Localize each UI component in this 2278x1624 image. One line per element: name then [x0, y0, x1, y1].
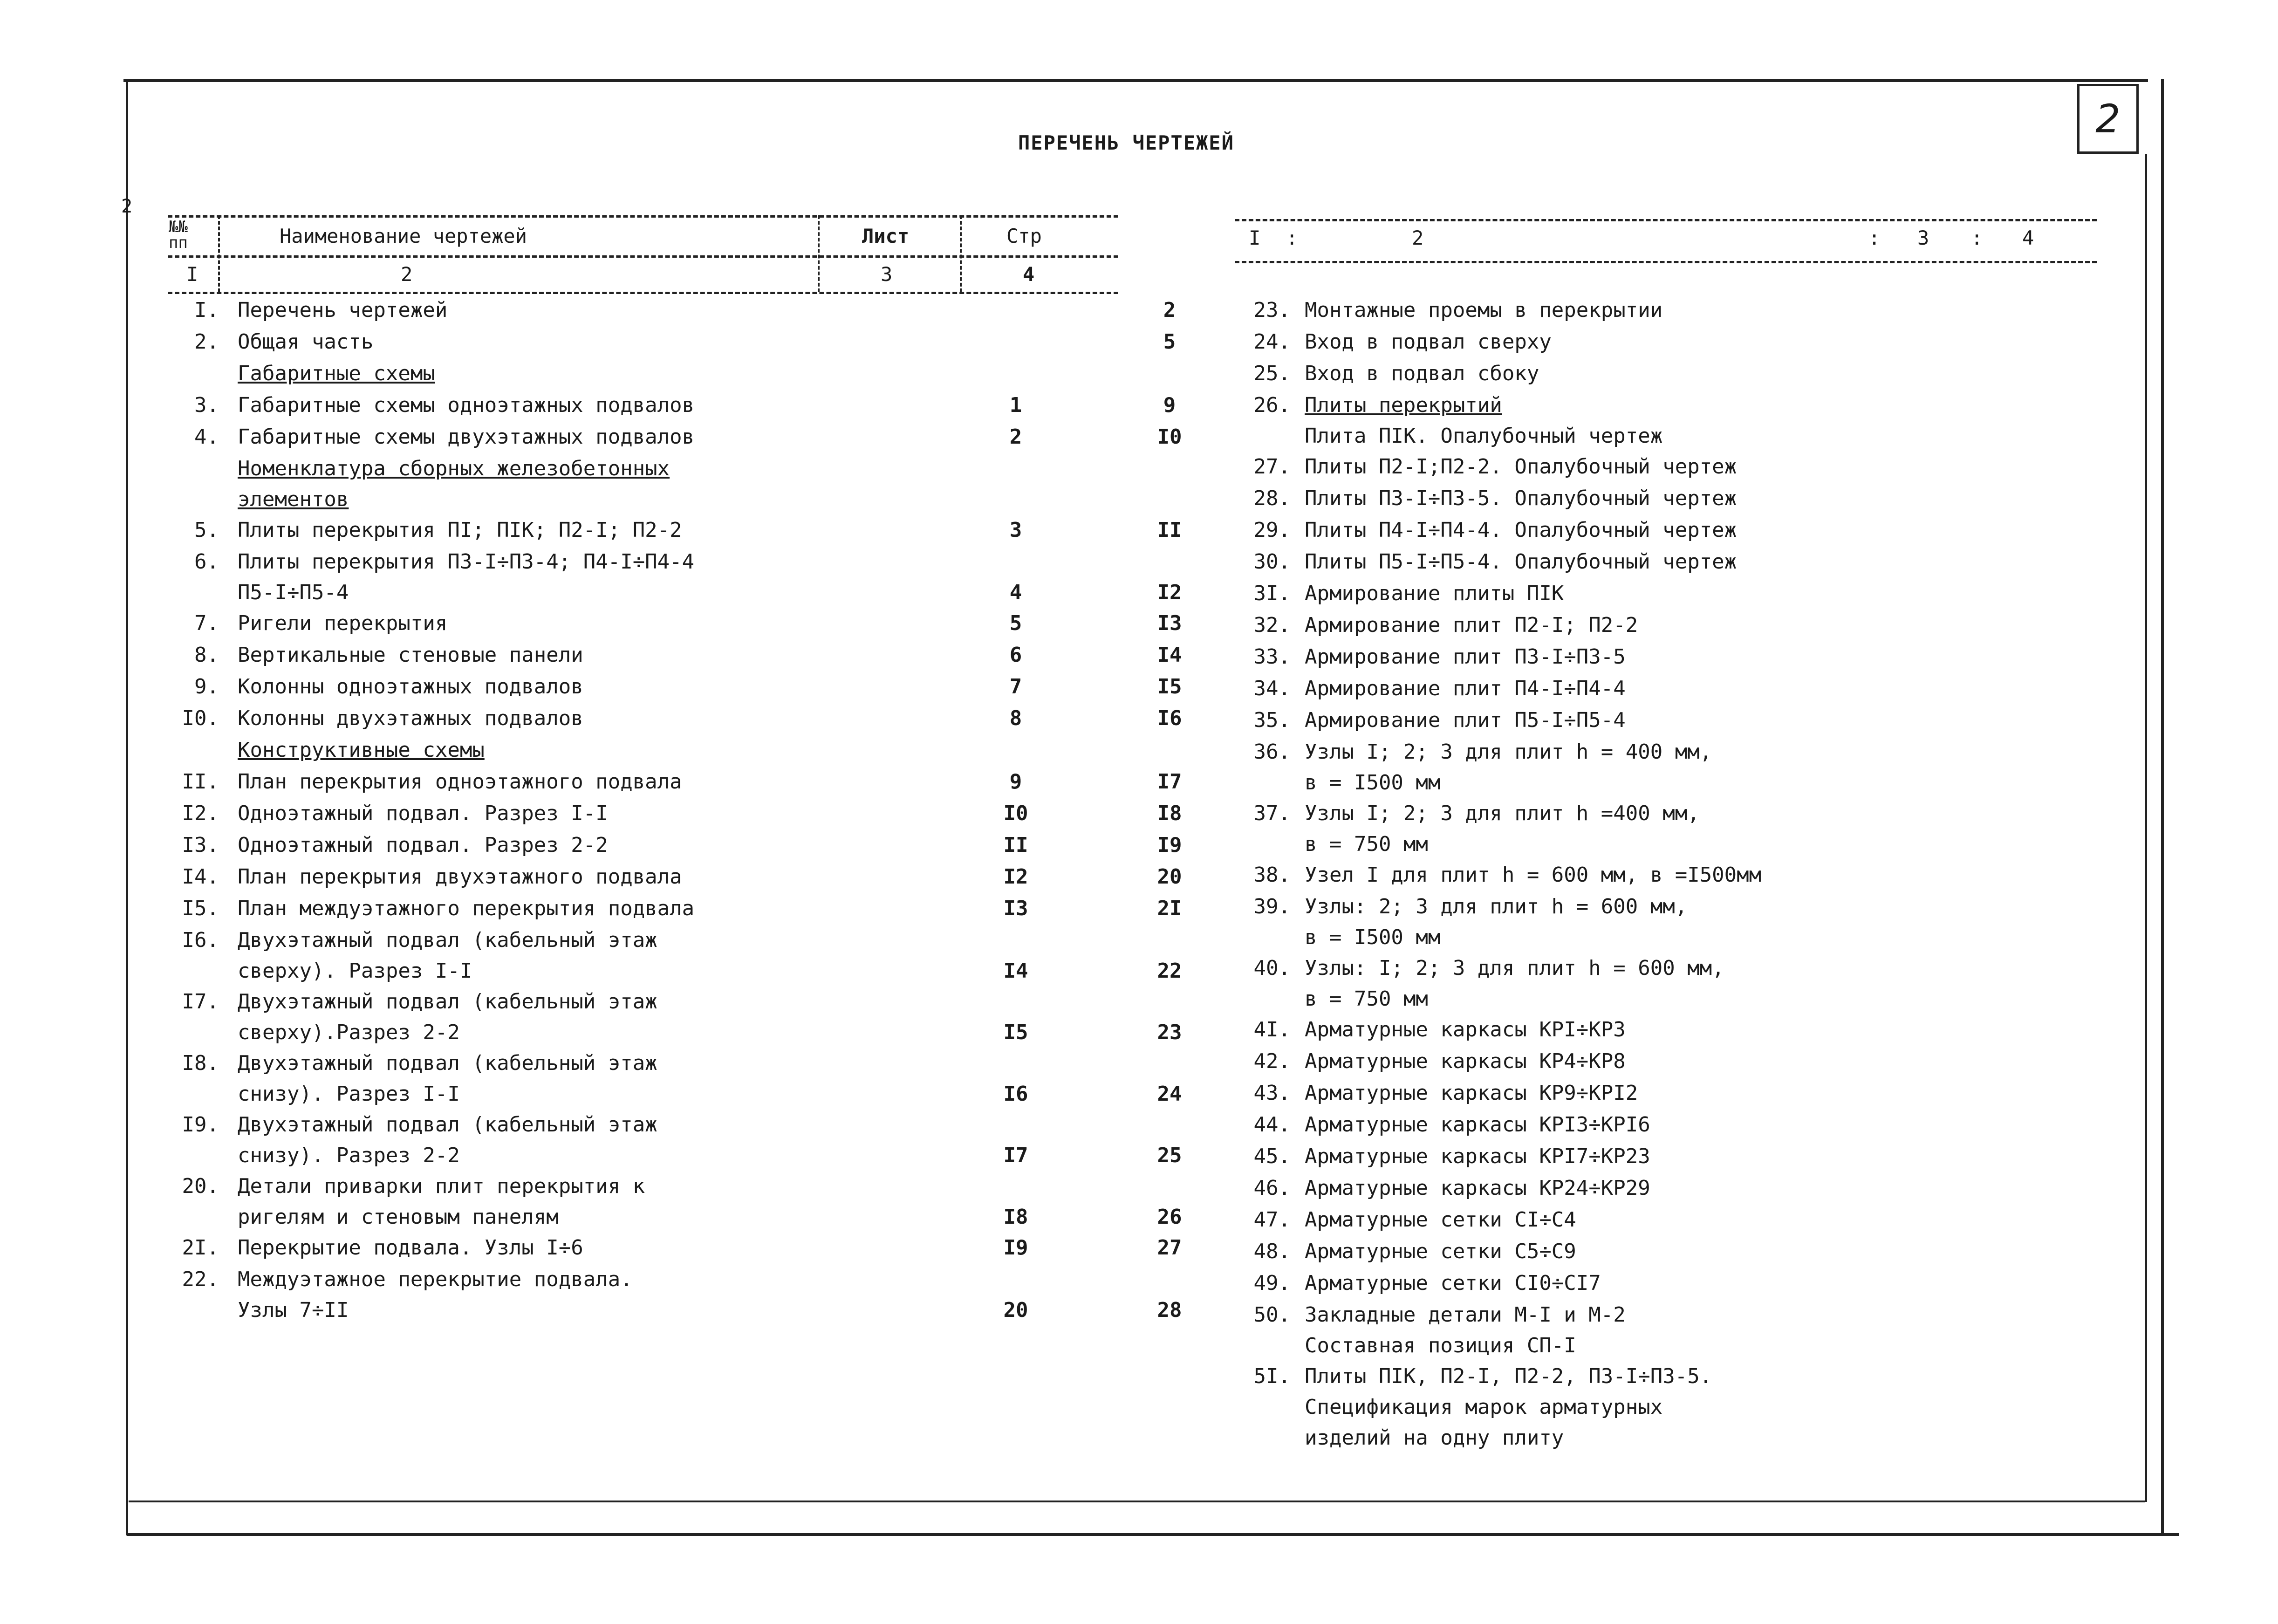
- table-row: [1211, 1144, 2097, 1176]
- table-row: [140, 518, 1182, 550]
- row-sheet: I9: [1003, 1236, 1028, 1260]
- page-number-box: [2077, 84, 2139, 154]
- row-name-line: Одноэтажный подвал. Разрез I-I: [238, 802, 608, 825]
- table-row: [140, 865, 1182, 897]
- row-number: I3.: [182, 833, 219, 857]
- row-page: 25: [1157, 1144, 1182, 1167]
- table-row: [1211, 677, 2097, 708]
- row-name-line: Перекрытие подвала. Узлы I÷6: [238, 1236, 583, 1260]
- row-name-line: Плиты перекрытия П3-I÷П3-4; П4-I÷П4-4: [238, 550, 695, 574]
- table-row: [1211, 330, 2097, 362]
- table-row: [140, 298, 1176, 330]
- row-name-line: Узлы 7÷II: [238, 1298, 349, 1322]
- right-header-top-rule: [1235, 219, 2097, 221]
- left-header-top-rule: [168, 215, 1118, 218]
- row-name-line: Спецификация марок арматурных: [1305, 1395, 1663, 1419]
- table-row: [1211, 613, 2097, 645]
- table-row: [140, 393, 1176, 425]
- row-number: 39.: [1253, 895, 1291, 918]
- row-name-line: Арматурные каркасы КРI3÷КРI6: [1305, 1113, 1650, 1137]
- left-col-name-header: Наименование чертежей: [280, 225, 527, 247]
- frame-inner-right-line: [2145, 154, 2147, 1502]
- table-row: [1211, 1364, 2097, 1457]
- right-col-page-index: 4: [2022, 226, 2034, 249]
- right-header-sep-2: :: [1868, 226, 1881, 249]
- row-name-line: Узлы I; 2; 3 для плит h = 400 мм,: [1305, 740, 1712, 764]
- table-row: [1211, 298, 2097, 330]
- table-row: [1211, 1176, 2097, 1208]
- table-row: [1211, 393, 2097, 455]
- row-number: I.: [194, 298, 219, 322]
- row-number: 43.: [1253, 1081, 1291, 1105]
- table-row: [1211, 1240, 2097, 1271]
- table-row: [140, 706, 1182, 738]
- row-number: 42.: [1253, 1049, 1291, 1073]
- table-row: [140, 457, 1118, 518]
- row-name-line: Одноэтажный подвал. Разрез 2-2: [238, 833, 608, 857]
- row-name-line: Междуэтажное перекрытие подвала.: [238, 1268, 633, 1291]
- row-number: 2I.: [182, 1236, 219, 1260]
- table-row: [1211, 1271, 2097, 1303]
- row-name-line: изделий на одну плиту: [1305, 1426, 1564, 1450]
- row-name-line: План перекрытия одноэтажного подвала: [238, 770, 682, 794]
- row-page: I9: [1157, 833, 1182, 857]
- row-page: 5: [1163, 330, 1176, 354]
- section-heading: элементов: [238, 487, 349, 511]
- frame-left-line: [126, 79, 128, 1535]
- row-number: 32.: [1253, 613, 1291, 637]
- row-number: 46.: [1253, 1176, 1291, 1200]
- row-number: 34.: [1253, 677, 1291, 700]
- row-name-line: Плита ПIК. Опалубочный чертеж: [1305, 424, 1663, 448]
- row-name-line: Армирование плит П5-I÷П5-4: [1305, 708, 1626, 732]
- table-row: [140, 738, 1118, 770]
- row-number: 35.: [1253, 708, 1291, 732]
- table-row: [140, 770, 1182, 802]
- row-number: I2.: [182, 802, 219, 825]
- table-row: [140, 550, 1182, 611]
- row-name-line: Узел I для плит h = 600 мм, в =I500мм: [1305, 863, 1762, 887]
- row-number: 3I.: [1253, 582, 1291, 605]
- row-number: 37.: [1253, 802, 1291, 825]
- row-number: 20.: [182, 1174, 219, 1198]
- row-page: 20: [1157, 865, 1182, 889]
- row-sheet: I7: [1003, 1144, 1028, 1167]
- table-row: [1211, 487, 2097, 518]
- frame-right-line: [2161, 79, 2164, 1535]
- row-sheet: I6: [1003, 1082, 1028, 1106]
- row-page: 2I: [1157, 897, 1182, 920]
- row-sheet: 2: [1009, 425, 1022, 449]
- row-name-line: Армирование плит П3-I÷П3-5: [1305, 645, 1626, 669]
- row-page: 24: [1157, 1082, 1182, 1106]
- row-sheet: 8: [1009, 706, 1022, 730]
- row-name-line: Плиты ПIК, П2-I, П2-2, П3-I÷П3-5.: [1305, 1364, 1712, 1388]
- section-heading: Габаритные схемы: [238, 362, 435, 385]
- frame-inner-bottom-line: [129, 1501, 2145, 1502]
- row-number: 29.: [1253, 518, 1291, 542]
- row-name-line: П5-I÷П5-4: [238, 581, 349, 604]
- row-number: 26.: [1253, 393, 1291, 417]
- row-page: I8: [1157, 802, 1182, 825]
- row-number: 50.: [1253, 1303, 1291, 1327]
- table-row: [1211, 895, 2097, 956]
- row-number: I9.: [182, 1113, 219, 1137]
- row-page: I7: [1157, 770, 1182, 794]
- row-name-line: Армирование плит П4-I÷П4-4: [1305, 677, 1626, 700]
- row-number: 4.: [194, 425, 219, 449]
- row-page: 26: [1157, 1205, 1182, 1229]
- row-name-line: в = 750 мм: [1305, 987, 1428, 1011]
- row-name-line: Двухэтажный подвал (кабельный этаж: [238, 1051, 657, 1075]
- row-sheet: 9: [1009, 770, 1022, 794]
- table-row: [1211, 802, 2097, 863]
- right-col-num-index: I: [1249, 226, 1261, 249]
- row-number: 5.: [194, 518, 219, 542]
- left-col-num-header: №№ пп: [169, 218, 188, 252]
- table-row: [1211, 1081, 2097, 1113]
- row-number: 27.: [1253, 455, 1291, 479]
- row-name-line: Плиты перекрытий: [1305, 393, 1502, 417]
- row-page: 23: [1157, 1021, 1182, 1044]
- table-row: [140, 990, 1182, 1051]
- table-row: [1211, 1303, 2097, 1364]
- row-number: I6.: [182, 928, 219, 952]
- row-name-line: в = I500 мм: [1305, 925, 1441, 949]
- row-page: I6: [1157, 706, 1182, 730]
- row-sheet: 4: [1009, 581, 1022, 604]
- right-header-sep-1: :: [1286, 226, 1298, 249]
- row-page: I0: [1157, 425, 1182, 449]
- page-title: ПЕРЕЧЕНЬ ЧЕРТЕЖЕЙ: [1018, 131, 1234, 154]
- row-page: 28: [1157, 1298, 1182, 1322]
- row-name-line: Арматурные каркасы КРI÷КР3: [1305, 1018, 1626, 1042]
- row-number: 45.: [1253, 1144, 1291, 1168]
- row-name-line: Ригели перекрытия: [238, 611, 448, 635]
- row-name-line: Плиты П4-I÷П4-4. Опалубочный чертеж: [1305, 518, 1737, 542]
- row-name-line: Вход в подвал сбоку: [1305, 362, 1539, 385]
- table-row: [140, 330, 1176, 362]
- row-name-line: План перекрытия двухэтажного подвала: [238, 865, 682, 889]
- table-row: [140, 802, 1182, 833]
- table-row: [140, 1051, 1182, 1113]
- table-row: [140, 362, 1118, 393]
- left-col-page-header: Стр: [1006, 225, 1042, 247]
- row-page: I3: [1157, 611, 1182, 635]
- row-name-line: Арматурные каркасы КР24÷КР29: [1305, 1176, 1650, 1200]
- row-number: 8.: [194, 643, 219, 667]
- row-name-line: Плиты П3-I÷П3-5. Опалубочный чертеж: [1305, 487, 1737, 510]
- frame-top-line: [123, 79, 2148, 82]
- row-number: I4.: [182, 865, 219, 889]
- row-name-line: Двухэтажный подвал (кабельный этаж: [238, 928, 657, 952]
- left-header-mid-rule: [168, 255, 1118, 258]
- left-col-num-index: I: [186, 263, 198, 286]
- table-row: [140, 1268, 1182, 1329]
- row-name-line: Закладные детали М-I и М-2: [1305, 1303, 1626, 1327]
- left-col-sheet-index: 3: [881, 263, 893, 286]
- row-name-line: Колонны одноэтажных подвалов: [238, 675, 583, 699]
- left-col-name-index: 2: [401, 263, 413, 286]
- row-page: 27: [1157, 1236, 1182, 1260]
- left-col-page-index: 4: [1023, 263, 1035, 286]
- left-header-divider-2: [818, 215, 820, 292]
- row-sheet: 5: [1009, 611, 1022, 635]
- row-number: 25.: [1253, 362, 1291, 385]
- row-number: I5.: [182, 897, 219, 920]
- left-header-bottom-rule: [168, 292, 1118, 294]
- table-row: [140, 643, 1182, 675]
- row-name-line: Двухэтажный подвал (кабельный этаж: [238, 1113, 657, 1137]
- row-page: 9: [1163, 393, 1176, 417]
- row-number: 36.: [1253, 740, 1291, 764]
- row-name-line: Вертикальные стеновые панели: [238, 643, 583, 667]
- row-name-line: Плиты перекрытия ПI; ПIК; П2-I; П2-2: [238, 518, 682, 542]
- row-name-line: Арматурные сетки С5÷С9: [1305, 1240, 1576, 1263]
- table-row: [140, 425, 1182, 457]
- row-sheet: I0: [1003, 802, 1028, 825]
- table-row: [140, 675, 1182, 706]
- row-sheet: I2: [1003, 865, 1028, 889]
- row-name-line: Арматурные каркасы КР4÷КР8: [1305, 1049, 1626, 1073]
- row-name-line: сверху).Разрез 2-2: [238, 1021, 460, 1044]
- left-header-divider-3: [960, 215, 962, 292]
- row-page: I4: [1157, 643, 1182, 667]
- table-row: [140, 1236, 1182, 1268]
- row-sheet: I3: [1003, 897, 1028, 920]
- row-name-line: Армирование плиты ПIК: [1305, 582, 1564, 605]
- table-row: [1211, 1018, 2097, 1049]
- row-name-line: Колонны двухэтажных подвалов: [238, 706, 583, 730]
- row-name-line: в = I500 мм: [1305, 771, 1441, 795]
- row-page: 2: [1163, 298, 1176, 322]
- row-number: 7.: [194, 611, 219, 635]
- row-number: I8.: [182, 1051, 219, 1075]
- row-number: 5I.: [1253, 1364, 1291, 1388]
- row-number: I0.: [182, 706, 219, 730]
- row-sheet: II: [1003, 833, 1028, 857]
- row-sheet: I5: [1003, 1021, 1028, 1044]
- page-number: 2: [2095, 96, 2121, 142]
- section-heading: Конструктивные схемы: [238, 738, 485, 762]
- table-row: [1211, 708, 2097, 740]
- row-number: 30.: [1253, 550, 1291, 574]
- row-number: 40.: [1253, 956, 1291, 980]
- row-sheet: I8: [1003, 1205, 1028, 1229]
- row-page: II: [1157, 518, 1182, 542]
- row-number: 22.: [182, 1268, 219, 1291]
- right-header-bottom-rule: [1235, 261, 2097, 263]
- row-name-line: Арматурные каркасы КР9÷КРI2: [1305, 1081, 1638, 1105]
- row-name-line: Узлы I; 2; 3 для плит h =400 мм,: [1305, 802, 1700, 825]
- row-page: I2: [1157, 581, 1182, 604]
- row-name-line: Двухэтажный подвал (кабельный этаж: [238, 990, 657, 1014]
- table-row: [140, 1113, 1182, 1174]
- row-name-line: План междуэтажного перекрытия подвала: [238, 897, 695, 920]
- row-name-line: Арматурные сетки СI0÷СI7: [1305, 1271, 1601, 1295]
- row-name-line: сверху). Разрез I-I: [238, 959, 472, 983]
- section-heading: Номенклатура сборных железобетонных: [238, 457, 670, 480]
- row-number: 38.: [1253, 863, 1291, 887]
- row-page: I5: [1157, 675, 1182, 699]
- row-sheet: 7: [1009, 675, 1022, 699]
- row-name-line: Узлы: I; 2; 3 для плит h = 600 мм,: [1305, 956, 1724, 980]
- table-row: [1211, 582, 2097, 613]
- row-name-line: Арматурные сетки СI÷С4: [1305, 1208, 1576, 1232]
- row-number: 4I.: [1253, 1018, 1291, 1042]
- row-name-line: в = 750 мм: [1305, 832, 1428, 856]
- row-name-line: Общая часть: [238, 330, 374, 354]
- table-row: [1211, 1113, 2097, 1144]
- table-row: [1211, 1208, 2097, 1240]
- row-sheet: I4: [1003, 959, 1028, 983]
- row-name-line: Монтажные проемы в перекрытии: [1305, 298, 1663, 322]
- right-header-sep-3: :: [1971, 226, 1983, 249]
- row-sheet: 1: [1009, 393, 1022, 417]
- row-name-line: Детали приварки плит перекрытия к: [238, 1174, 645, 1198]
- row-name-line: Плиты П5-I÷П5-4. Опалубочный чертеж: [1305, 550, 1737, 574]
- row-number: 28.: [1253, 487, 1291, 510]
- row-number: 23.: [1253, 298, 1291, 322]
- row-name-line: Габаритные схемы одноэтажных подвалов: [238, 393, 695, 417]
- row-name-line: Армирование плит П2-I; П2-2: [1305, 613, 1638, 637]
- row-name-line: Плиты П2-I;П2-2. Опалубочный чертеж: [1305, 455, 1737, 479]
- table-row: [1211, 956, 2097, 1018]
- row-sheet: 3: [1009, 518, 1022, 542]
- row-name-line: снизу). Разрез I-I: [238, 1082, 460, 1106]
- row-number: 9.: [194, 675, 219, 699]
- row-page: 22: [1157, 959, 1182, 983]
- row-sheet: 6: [1009, 643, 1022, 667]
- row-name-line: Габаритные схемы двухэтажных подвалов: [238, 425, 695, 449]
- row-name-line: Узлы: 2; 3 для плит h = 600 мм,: [1305, 895, 1688, 918]
- table-row: [1211, 518, 2097, 550]
- row-number: 49.: [1253, 1271, 1291, 1295]
- table-row: [1211, 1049, 2097, 1081]
- row-name-line: Перечень чертежей: [238, 298, 448, 322]
- row-number: 2.: [194, 330, 219, 354]
- row-number: I7.: [182, 990, 219, 1014]
- row-number: 44.: [1253, 1113, 1291, 1137]
- right-col-sheet-index: 3: [1917, 226, 1929, 249]
- table-row: [140, 1174, 1182, 1236]
- row-number: 24.: [1253, 330, 1291, 354]
- row-number: 47.: [1253, 1208, 1291, 1232]
- right-col-name-index: 2: [1412, 226, 1424, 249]
- row-number: 3.: [194, 393, 219, 417]
- table-row: [1211, 740, 2097, 802]
- table-row: [1211, 550, 2097, 582]
- row-name-line: Составная позиция СП-I: [1305, 1334, 1576, 1357]
- table-row: [1211, 863, 2097, 895]
- table-row: [140, 611, 1182, 643]
- table-row: [140, 928, 1182, 990]
- table-row: [1211, 645, 2097, 677]
- corner-mark: 2: [121, 196, 133, 217]
- left-header-divider-1: [218, 215, 220, 292]
- table-row: [1211, 362, 2097, 393]
- row-name-line: Арматурные каркасы КРI7÷КР23: [1305, 1144, 1650, 1168]
- left-col-sheet-header: Лист: [862, 225, 910, 247]
- row-sheet: 20: [1003, 1298, 1028, 1322]
- table-row: [140, 897, 1182, 928]
- table-row: [140, 833, 1182, 865]
- row-name-line: ригелям и стеновым панелям: [238, 1205, 559, 1229]
- frame-bottom-line: [127, 1533, 2179, 1536]
- row-number: II.: [182, 770, 219, 794]
- table-row: [1211, 455, 2097, 487]
- row-number: 48.: [1253, 1240, 1291, 1263]
- row-name-line: снизу). Разрез 2-2: [238, 1144, 460, 1167]
- row-number: 6.: [194, 550, 219, 574]
- row-name-line: Вход в подвал сверху: [1305, 330, 1552, 354]
- row-number: 33.: [1253, 645, 1291, 669]
